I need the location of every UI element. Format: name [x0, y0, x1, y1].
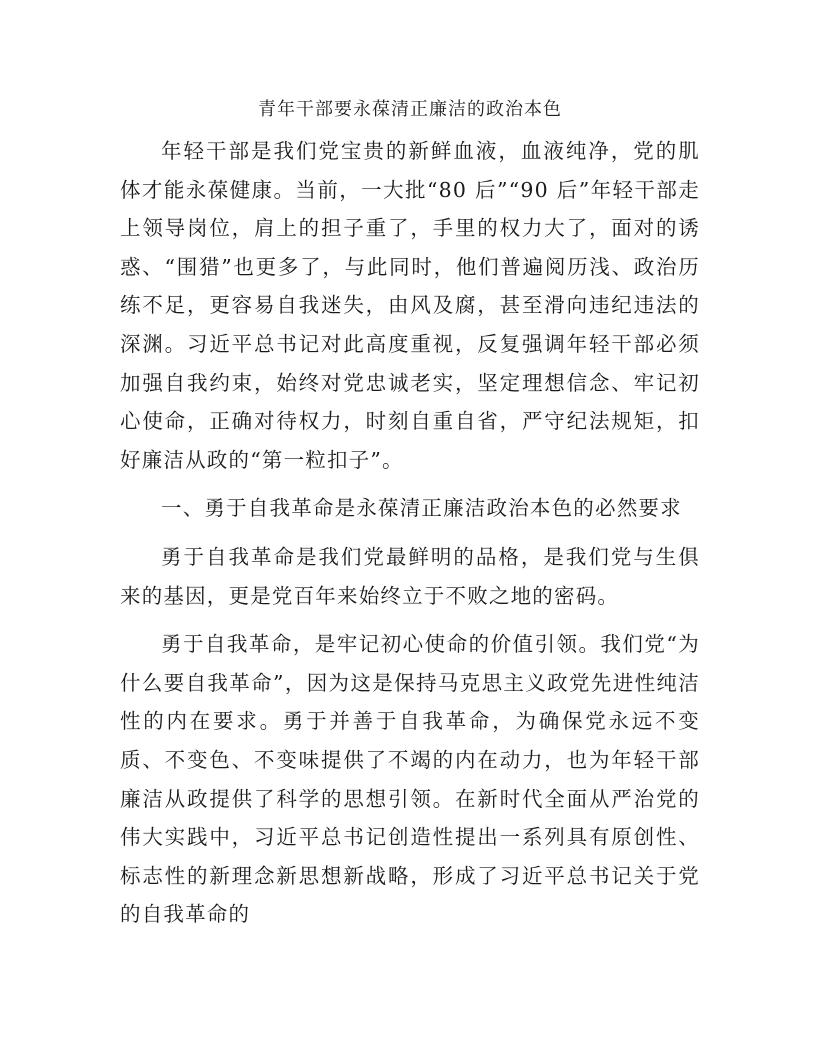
paragraph-intro: 年轻干部是我们党宝贵的新鲜血液，血液纯净，党的肌体才能永葆健康。当前，一大批“80 后”“90 后”年轻干部走上领导岗位，肩上的担子重了，手里的权力大了，面对的诱惑、“围猎”也更多了，与此同时，他们普遍阅历浅、政治历练不足，更容易自我迷失，由风及腐，甚至滑向违纪违法的深渊。习近平总书记对此高度重视，反复强调年轻干部必须加强自我约束，始终对党忠诚老实，坚定理想信念、牢记初心使命，正确对待权力，时刻自重自省，严守纪法规矩，扣好廉洁从政的“第一粒扣子”。: [120, 139, 700, 472]
paragraph-self-revolution: 勇于自我革命是我们党最鲜明的品格，是我们党与生俱来的基因，更是党百年来始终立于不败之地的密码。: [120, 544, 700, 608]
document-page: [120, 94, 700, 934]
paragraph-value-guidance: 勇于自我革命，是牢记初心使命的价值引领。我们党“为什么要自我革命”，因为这是保持马克思主义政党先进性纯洁性的内在要求。勇于并善于自我革命，为确保党永远不变质、不变色、不变味提供了不竭的内在动力，也为年轻干部廉洁从政提供了科学的思想引领。在新时代全面从严治党的伟大实践中，习近平总书记创造性提出一系列具有原创性、标志性的新理念新思想新战略，形成了习近平总书记关于党的自我革命的: [120, 632, 700, 927]
spacer: [120, 615, 700, 625]
section-heading-1: 一、勇于自我革命是永葆清正廉洁政治本色的必然要求: [161, 496, 682, 521]
spacer: [120, 528, 700, 538]
spacer: [120, 479, 700, 489]
document-title: 青年干部要永葆清正廉洁的政治本色: [258, 99, 562, 120]
